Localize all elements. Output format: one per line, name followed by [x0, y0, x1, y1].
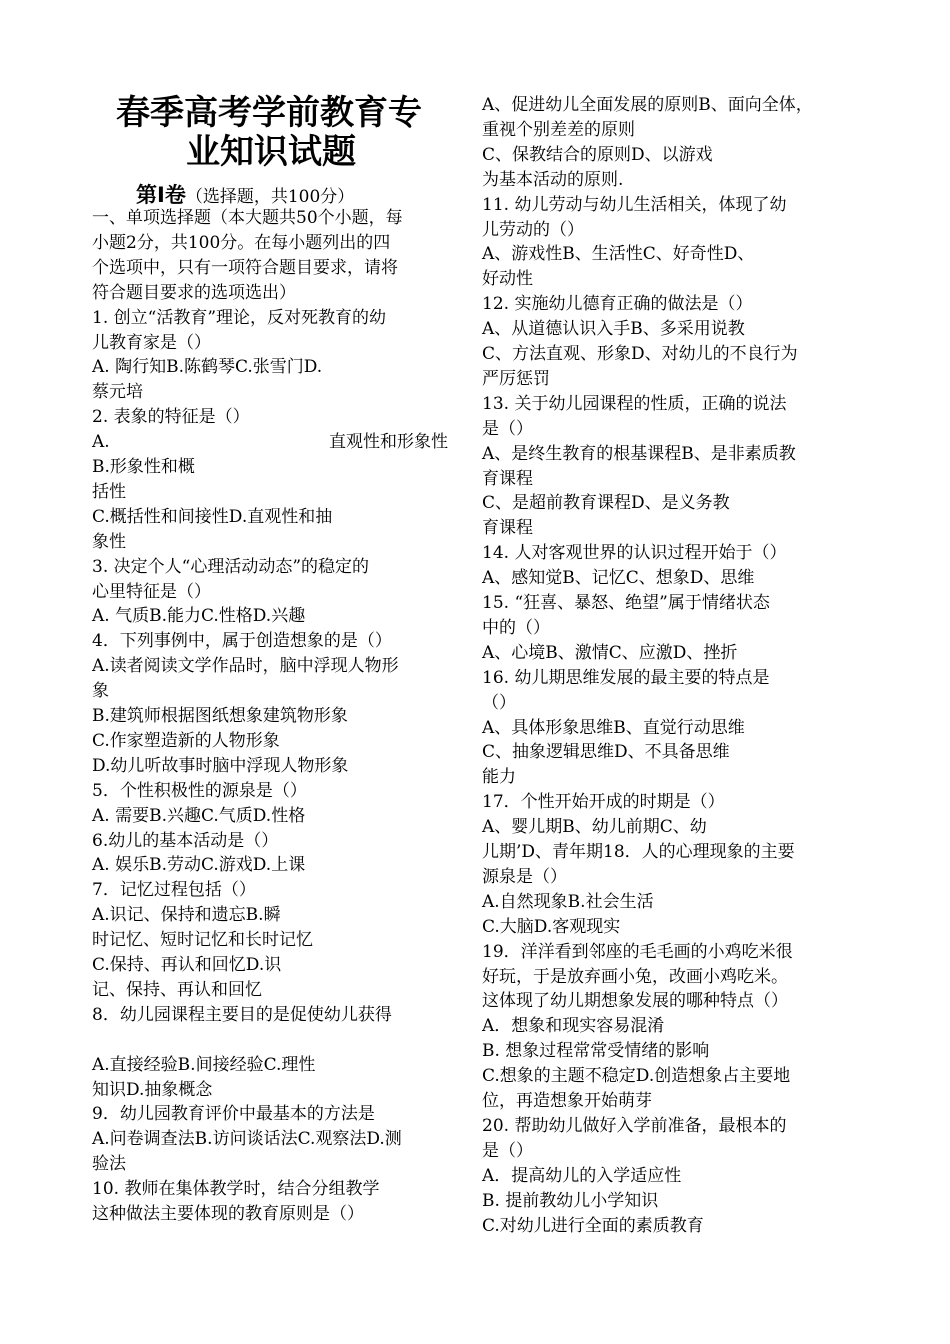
text-line: 17．个性开始开成的时期是（） [482, 792, 725, 813]
text-line: A、心境B、激情C、应激D、挫折 [482, 642, 738, 663]
text-line: 符合题目要求的选项选出） [92, 282, 296, 303]
text-line: C、方法直观、形象D、对幼儿的不良行为 [482, 344, 798, 364]
text-line: 蔡元培 [92, 382, 143, 403]
text-line: 2. 表象的特征是（） [92, 407, 250, 428]
text-line: A. 需要B.兴趣C.气质D.性格 [92, 805, 306, 826]
title-line-2: 业知识试题 [186, 132, 356, 172]
text-line: B. 提前教幼儿小学知识 [482, 1190, 659, 1211]
text-line: 儿劳动的（） [482, 219, 584, 240]
text-line: 是（） [482, 1140, 533, 1161]
option-text: 直观性和形象性 [329, 432, 448, 453]
text-line: 括性 [92, 481, 126, 502]
text-line: （） [482, 692, 516, 713]
text-line: 能力 [482, 767, 516, 788]
text-line: 8．幼儿园课程主要目的是促使幼儿获得 [92, 1004, 392, 1025]
text-line: 源泉是（） [482, 866, 567, 887]
text-line: 象 [92, 681, 109, 702]
text-line: A．提高幼儿的入学适应性 [482, 1165, 682, 1186]
text-line: 知识D.抽象概念 [92, 1079, 213, 1100]
text-line: A. 气质B.能力C.性格D.兴趣 [92, 606, 306, 627]
text-line: 个选项中，只有一项符合题目要求，请将 [92, 257, 398, 278]
text-line: A、婴儿期B、幼儿前期C、幼 [482, 817, 707, 838]
text-line: A．想象和现实容易混淆 [482, 1016, 665, 1037]
text-line: 这种做法主要体现的教育原则是（） [92, 1204, 364, 1224]
text-line: 4．下列事例中，属于创造想象的是（） [92, 631, 392, 652]
text-line: A. 娱乐B.劳动C.游戏D.上课 [92, 855, 306, 876]
text-line: C、抽象逻辑思维D、不具备思维 [482, 742, 730, 763]
text-line: 是（） [482, 418, 533, 439]
text-line: 9．幼儿园教育评价中最基本的方法是 [92, 1104, 375, 1125]
text-line: 16. 幼儿期思维发展的最主要的特点是 [482, 667, 770, 688]
text-line: C.对幼儿进行全面的素质教育 [482, 1215, 704, 1236]
text-line: 儿期’D、青年期18．人的心理现象的主要 [482, 842, 795, 862]
text-line: 20. 帮助幼儿做好入学前准备，最根本的 [482, 1115, 787, 1136]
text-line: C.大脑D.客观现实 [482, 916, 621, 937]
text-line: 验法 [92, 1154, 126, 1175]
text-line: C.保持、再认和回忆D.识 [92, 955, 282, 975]
text-line: 3. 决定个人“心理活动动态”的稳定的 [92, 556, 370, 577]
text-line: C.作家塑造新的人物形象 [92, 730, 280, 751]
text-line: A.读者阅读文学作品时，脑中浮现人物形 [92, 656, 399, 677]
text-line: 13. 关于幼儿园课程的性质，正确的说法 [482, 393, 787, 414]
text-line: 7．记忆过程包括（） [92, 880, 256, 901]
text-line: A、从道德认识入手B、多采用说教 [482, 319, 745, 340]
text-line: A.问卷调查法B.访问谈话法C.观察法D.测 [92, 1129, 402, 1150]
text-line: 好玩，于是放弃画小兔，改画小鸡吃米。 [482, 966, 788, 987]
text-line: 儿教育家是（） [92, 332, 211, 353]
text-line: 15. “狂喜、暴怒、绝望”属于情绪状态 [482, 593, 770, 613]
text-line: A、具体形象思维B、直觉行动思维 [482, 717, 745, 738]
text-line: 记、保持、再认和回忆 [92, 979, 262, 1000]
text-line: B.建筑师根据图纸想象建筑物形象 [92, 706, 348, 726]
title-line-1: 春季高考学前教育专 [116, 93, 422, 133]
text-line: 1. 创立“活教育”理论，反对死教育的幼 [92, 307, 387, 328]
text-line: 严厉惩罚 [482, 368, 550, 389]
text-line: 育课程 [482, 468, 533, 489]
part-note: （选择题，共100分） [185, 187, 355, 207]
text-line: 6.幼儿的基本活动是（） [92, 830, 279, 851]
text-line: A.自然现象B.社会生活 [482, 891, 654, 912]
text-line: 14. 人对客观世界的认识过程开始于（） [482, 543, 787, 564]
text-line: 位，再造想象开始萌芽 [482, 1091, 652, 1111]
text-line: 11. 幼儿劳动与幼儿生活相关，体现了幼 [482, 194, 787, 215]
text-line: 中的（） [482, 617, 550, 638]
text-line: C.想象的主题不稳定D.创造想象占主要地 [482, 1066, 791, 1087]
text-line: 心里特征是（） [92, 581, 211, 602]
text-line: D.幼儿听故事时脑中浮现人物形象 [92, 755, 349, 776]
text-line: 10. 教师在集体教学时，结合分组教学 [92, 1179, 380, 1200]
question-2-option-a [92, 430, 448, 454]
text-line: A.直接经验B.间接经验C.理性 [92, 1054, 316, 1075]
text-line: A、是终生教育的根基课程B、是非素质教 [482, 443, 796, 464]
text-line: B. 想象过程常常受情绪的影响 [482, 1041, 710, 1062]
text-line: 19．洋洋看到邻座的毛毛画的小鸡吃米很 [482, 941, 793, 962]
text-line: 12. 实施幼儿德育正确的做法是（） [482, 294, 753, 315]
text-line: A、感知觉B、记忆C、想象D、思维 [482, 568, 755, 589]
text-line: 象性 [92, 531, 126, 552]
text-line: 重视个别差差的原则 [482, 119, 635, 140]
text-line: A、游戏性B、生活性C、好奇性D、 [482, 244, 755, 265]
text-line: 育课程 [482, 518, 533, 539]
text-line: C、保教结合的原则D、以游戏 [482, 144, 713, 165]
text-line: 小题2分，共100分。在每小题列出的四 [92, 232, 391, 253]
text-line: A、促进幼儿全面发展的原则B、面向全体， [482, 95, 813, 115]
part-label: 第Ⅰ卷 [136, 183, 186, 207]
text-line: 这体现了幼儿期想象发展的哪种特点（） [482, 991, 788, 1012]
text-line: 时记忆、短时记忆和长时记忆 [92, 930, 313, 951]
text-line: 为基本活动的原则. [482, 169, 624, 190]
text-line: C、是超前教育课程D、是义务教 [482, 493, 730, 514]
option-label: A. [92, 432, 110, 453]
text-line: 好动性 [482, 269, 533, 290]
text-line: C.概括性和间接性D.直观性和抽 [92, 506, 333, 527]
text-line: A.识记、保持和遗忘B.瞬 [92, 905, 281, 926]
text-line: A. 陶行知B.陈鹤琴C.张雪门D. [92, 357, 323, 378]
text-line: 5．个性积极性的源泉是（） [92, 780, 307, 801]
text-line: B.形象性和概 [92, 457, 195, 477]
text-line: 一、单项选择题（本大题共50个小题，每 [92, 208, 403, 228]
